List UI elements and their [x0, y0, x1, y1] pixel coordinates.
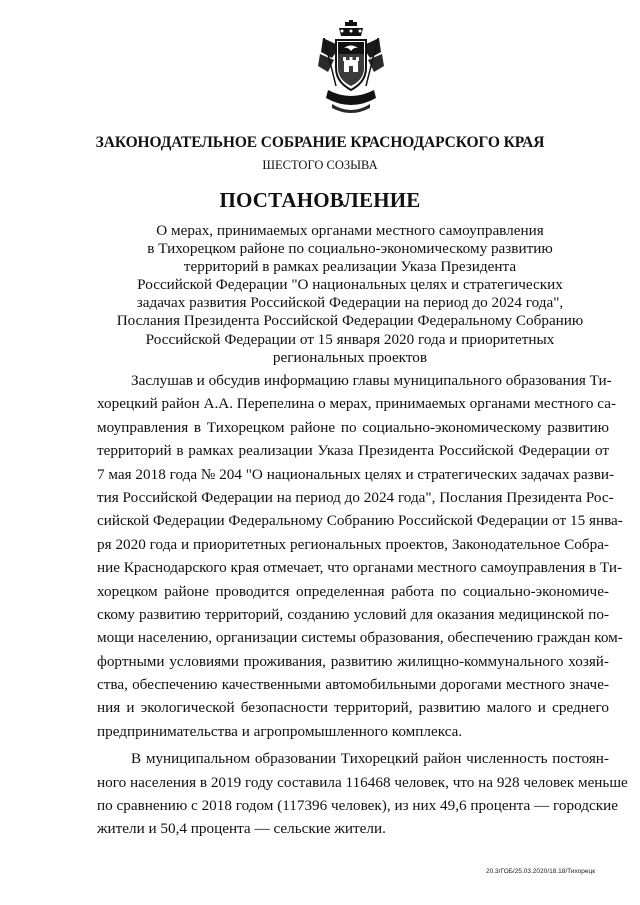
subject-line: О мерах, принимаемых органами местного самоуправления	[156, 222, 544, 239]
text-line: тия Российской Федерации на период до 2024 года", Послания Президента Рос-	[97, 488, 614, 506]
text-line: хорецкий район А.А. Перепелина о мерах, принимаемых органами местного са-	[97, 395, 617, 413]
subject-line: Российской Федерации "О национальных целях и стратегических	[137, 276, 563, 294]
paragraph-1	[97, 369, 623, 743]
subject-line: территорий в рамках реализации Указа Президента	[183, 258, 517, 276]
text-line: 7 мая 2018 года № 204 "О национальных целях и стратегических задачах разви-	[97, 465, 615, 483]
text-line: ства, обеспечению качественными автомобильными дорогами местного значе-	[97, 676, 609, 694]
text-line: жители и 50,4 процента — сельские жители.	[97, 820, 386, 838]
text-line: мощи населению, организации системы образования, обеспечению граждан ком-	[97, 629, 623, 647]
text-line: скому развитию территорий, созданию условий для оказания медицинской по-	[97, 605, 609, 623]
text-line: предпринимательства и агропромышленного комплекса.	[97, 722, 463, 740]
document-registration-code: 20.3/ГОБ/25.03.2020/18.18/Тихорецк	[486, 868, 596, 875]
subject-line: Послания Президента Российской Федерации Федеральному Собранию	[116, 312, 584, 330]
paragraph-2	[97, 747, 628, 841]
coat-of-arms-icon	[318, 20, 384, 118]
text-line: территорий в рамках реализации Указа Президента Российской Федерации от	[97, 442, 609, 460]
text-line: фортными условиями проживания, развитию жилищно-коммунального хозяй-	[97, 652, 609, 670]
organization-title: ЗАКОНОДАТЕЛЬНОЕ СОБРАНИЕ КРАСНОДАРСКОГО КРАЯ	[95, 134, 545, 151]
text-line: моуправления в Тихорецком районе по социально-экономическому развитию	[97, 418, 609, 436]
document-type-heading: ПОСТАНОВЛЕНИЕ	[219, 188, 421, 212]
resolution-subject	[100, 222, 600, 367]
text-line: ние Краснодарского края отмечает, что органами местного самоуправления в Ти-	[97, 559, 623, 577]
document-body	[97, 369, 628, 841]
text-line: хорецком районе проводится определенная работа по социально-экономиче-	[97, 582, 609, 600]
text-line: по сравнению с 2018 годом (117396 человек), из них 49,6 процента — городские	[97, 797, 618, 815]
text-line: ния и экологической безопасности территорий, развитию малого и среднего	[97, 699, 609, 717]
subject-line: региональных проектов	[272, 348, 428, 366]
text-line: В муниципальном образовании Тихорецкий район численность постоян-	[131, 750, 609, 768]
text-line: ря 2020 года и приоритетных региональных проектов, Законодательное Собра-	[97, 535, 609, 553]
subject-line: задачах развития Российской Федерации на период до 2024 года",	[136, 294, 564, 312]
text-line: ного населения в 2019 году составила 116468 человек, что на 928 человек меньше	[97, 773, 628, 791]
text-line: сийской Федерации Федеральному Собранию Российской Федерации от 15 янва-	[97, 512, 623, 530]
convocation-label: ШЕСТОГО СОЗЫВА	[262, 158, 378, 172]
text-line: Заслушав и обсудив информацию главы муниципального образования Ти-	[131, 372, 612, 389]
subject-line: Российской Федерации от 15 января 2020 года и приоритетных	[145, 330, 555, 348]
subject-line: в Тихорецком районе по социально-экономическому развитию	[147, 240, 553, 258]
